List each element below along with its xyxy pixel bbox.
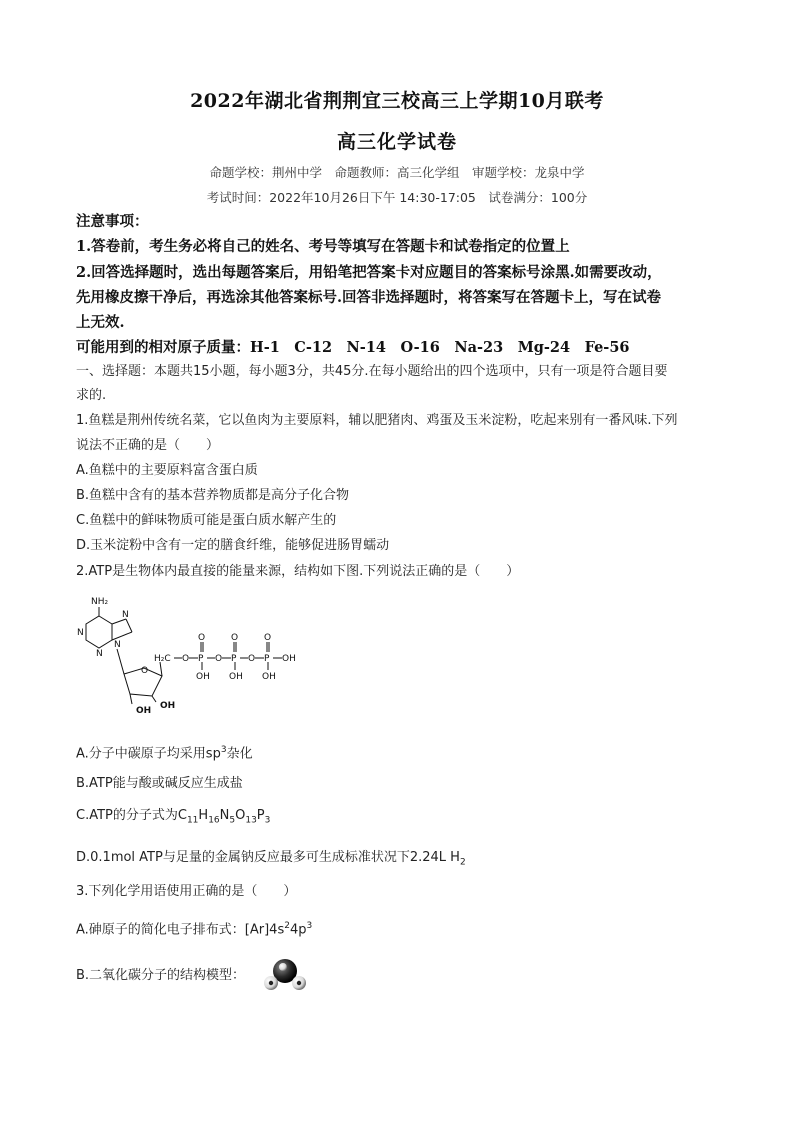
struct-label-ch2: H₂C	[154, 654, 171, 664]
notice-item-2-line-2: 先用橡皮擦干净后，再选涂其他答案标号.回答非选择题时，将答案写在答题卡上，写在试卷	[76, 289, 662, 306]
notice-item-2-line-3: 上无效.	[76, 314, 125, 331]
q2-option-b: B.ATP能与酸或碱反应生成盐	[76, 776, 243, 791]
struct-label-o3: O	[248, 654, 256, 664]
struct-label-oh-2: OH	[160, 701, 176, 711]
q1-option-b: B.鱼糕中含有的基本营养物质都是高分子化合物	[76, 488, 350, 503]
co2-ball-model-image	[262, 955, 308, 995]
exam-meta-time: 考试时间：2022年10月26日下午 14:30-17:05 试卷满分：100分	[206, 190, 588, 205]
struct-label-p3-oh: OH	[262, 672, 276, 682]
exam-subtitle: 高三化学试卷	[336, 131, 457, 153]
notice-heading: 注意事项：	[76, 213, 149, 230]
atomic-masses: 可能用到的相对原子质量：H-1 C-12 N-14 O-16 Na-23 Mg-24 Fe-56	[76, 339, 630, 356]
exam-title: 2022年湖北省荆荆宜三校高三上学期10月联考	[190, 90, 604, 112]
q1-stem-line-1: 1.鱼糕是荆州传统名菜，它以鱼肉为主要原料，辅以肥猪肉、鸡蛋及玉米淀粉，吃起来别有一番风味.下列	[76, 413, 678, 428]
struct-label-nh2: NH₂	[91, 597, 109, 607]
struct-label-o2: O	[215, 654, 223, 664]
q1-option-c: C.鱼糕中的鲜味物质可能是蛋白质水解产生的	[76, 513, 337, 528]
section-intro-line-2: 求的.	[76, 388, 107, 403]
struct-label-oh-1: OH	[136, 706, 152, 716]
q1-stem-line-2: 说法不正确的是（ ）	[76, 438, 220, 453]
struct-label-p3-o: O	[264, 633, 272, 643]
atp-structure-diagram	[74, 594, 304, 719]
q2-option-c: C.ATP的分子式为$C_{11}H_{16}N_5O_{13}P_3$	[76, 808, 271, 826]
q2-option-d: D.0.1mol ATP与足量的金属钠反应最多可生成标准状况下2.24L $H_2$	[76, 850, 466, 868]
struct-label-o1: O	[182, 654, 190, 664]
struct-label-terminal-oh: OH	[282, 654, 296, 664]
q3-option-b: B.二氧化碳分子的结构模型：	[76, 968, 246, 983]
struct-label-p1-oh: OH	[196, 672, 210, 682]
notice-item-1: 1.答卷前，考生务必将自己的姓名、考号等填写在答题卡和试卷指定的位置上	[76, 238, 570, 255]
q3-option-a: A.砷原子的简化电子排布式：$[Ar]4s^24p^3$	[76, 921, 313, 938]
struct-label-p1: P	[198, 654, 204, 664]
struct-label-p1-o: O	[198, 633, 206, 643]
q1-option-d: D.玉米淀粉中含有一定的膳食纤维，能够促进肠胃蠕动	[76, 538, 390, 553]
struct-label-n7: N	[122, 610, 129, 620]
struct-label-p2-oh: OH	[229, 672, 243, 682]
struct-label-n1: N	[77, 628, 84, 638]
exam-meta-authors: 命题学校：荆州中学 命题教师：高三化学组 审题学校：龙泉中学	[209, 165, 585, 180]
struct-label-p2: P	[231, 654, 237, 664]
section-intro-line-1: 一、选择题：本题共15小题，每小题3分，共45分.在每小题给出的四个选项中，只有一项是符合题目要	[76, 364, 668, 379]
q2-option-a: A.分子中碳原子均采用$sp^3$杂化	[76, 745, 253, 762]
struct-label-p2-o: O	[231, 633, 239, 643]
notice-item-2-line-1: 2.回答选择题时，选出每题答案后，用铅笔把答案卡对应题目的答案标号涂黑.如需要改动，	[76, 264, 662, 281]
struct-label-ring-o: O	[141, 666, 149, 676]
q1-option-a: A.鱼糕中的主要原料富含蛋白质	[76, 463, 258, 478]
q2-stem: 2.ATP是生物体内最直接的能量来源，结构如下图.下列说法正确的是（ ）	[76, 564, 520, 579]
struct-label-n3: N	[96, 649, 103, 659]
struct-label-p3: P	[264, 654, 270, 664]
q3-stem: 3.下列化学用语使用正确的是（ ）	[76, 884, 297, 899]
struct-label-n9: N	[114, 640, 121, 650]
